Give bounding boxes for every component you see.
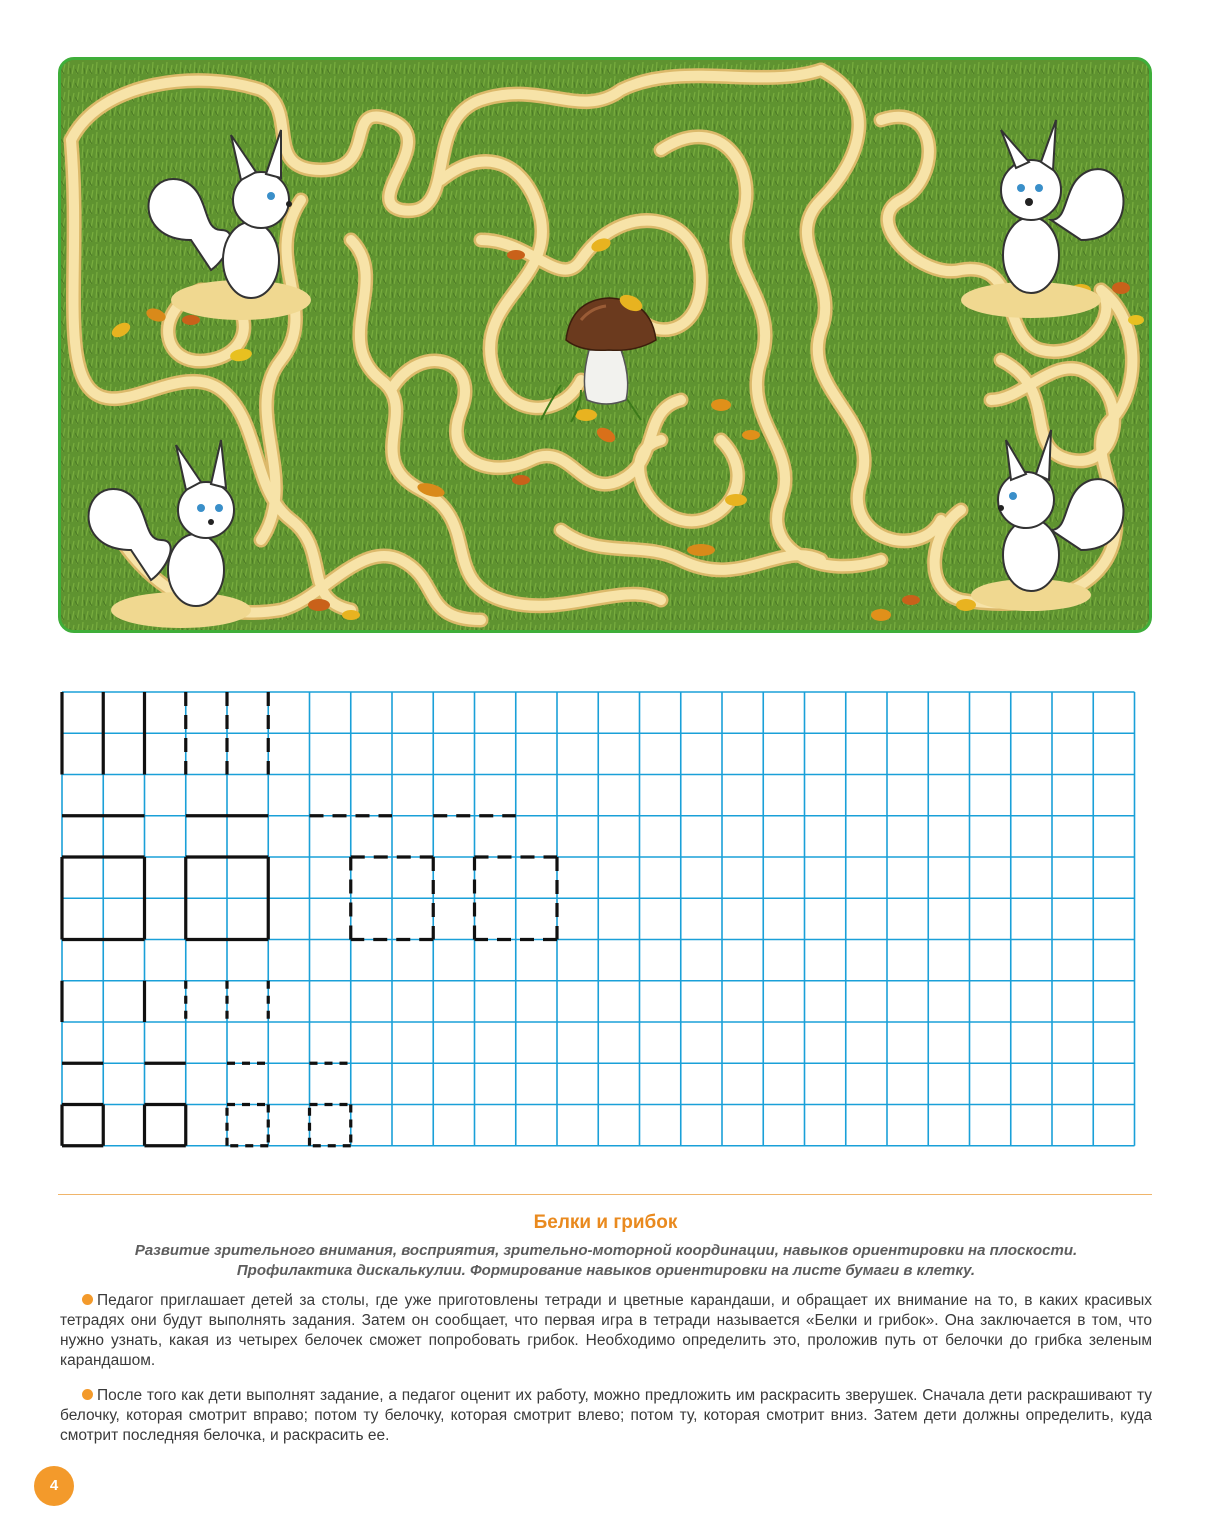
divider — [58, 1194, 1152, 1195]
subtitle-line-1: Развитие зрительного внимания, восприятия, зрительно-моторной координации, навыков ориентировки на плоскости. — [134, 1242, 1078, 1259]
section-title: Белки и грибок — [533, 1212, 678, 1233]
paragraph-2-text: После того как дети выполнят задание, а педагог оценит их работу, можно предложить им раскрасить зверушек. Сначала дети раскрашивают ту белочку, которая смотрит вправо; потом ту белочку, которая смотрит влево; потом ту, которая смотрит вниз. Затем дети должны определить, куда смотрит последняя белочка, и раскрасить ее. — [60, 1387, 1152, 1444]
bullet-icon — [82, 1389, 93, 1400]
grid-worksheet — [60, 690, 1140, 1150]
subtitle-line-2: Профилактика дискалькулии. Формирование навыков ориентировки на листе бумаги в клетку. — [236, 1262, 976, 1279]
paragraph-1-text: Педагог приглашает детей за столы, где уже приготовлены тетради и цветные карандаши, и обращает их внимание на то, в каких красивых тетрадях они будут выполнять задания. Затем он сообщает, что первая игра в тетради называется «Белки и грибок». Она заключается в том, что нужно узнать, какая из четырех белочек сможет попробовать грибок. Необходимо определить это, проложив путь от белочки до грибка зеленым карандашом. — [60, 1292, 1152, 1369]
section-subtitle — [60, 1241, 1152, 1281]
paragraph-2 — [60, 1386, 1152, 1446]
page-number: 4 — [34, 1466, 74, 1506]
paragraph-1 — [60, 1291, 1152, 1371]
bullet-icon — [82, 1294, 93, 1305]
maze-illustration — [58, 57, 1152, 633]
grid-svg — [60, 690, 1140, 1150]
